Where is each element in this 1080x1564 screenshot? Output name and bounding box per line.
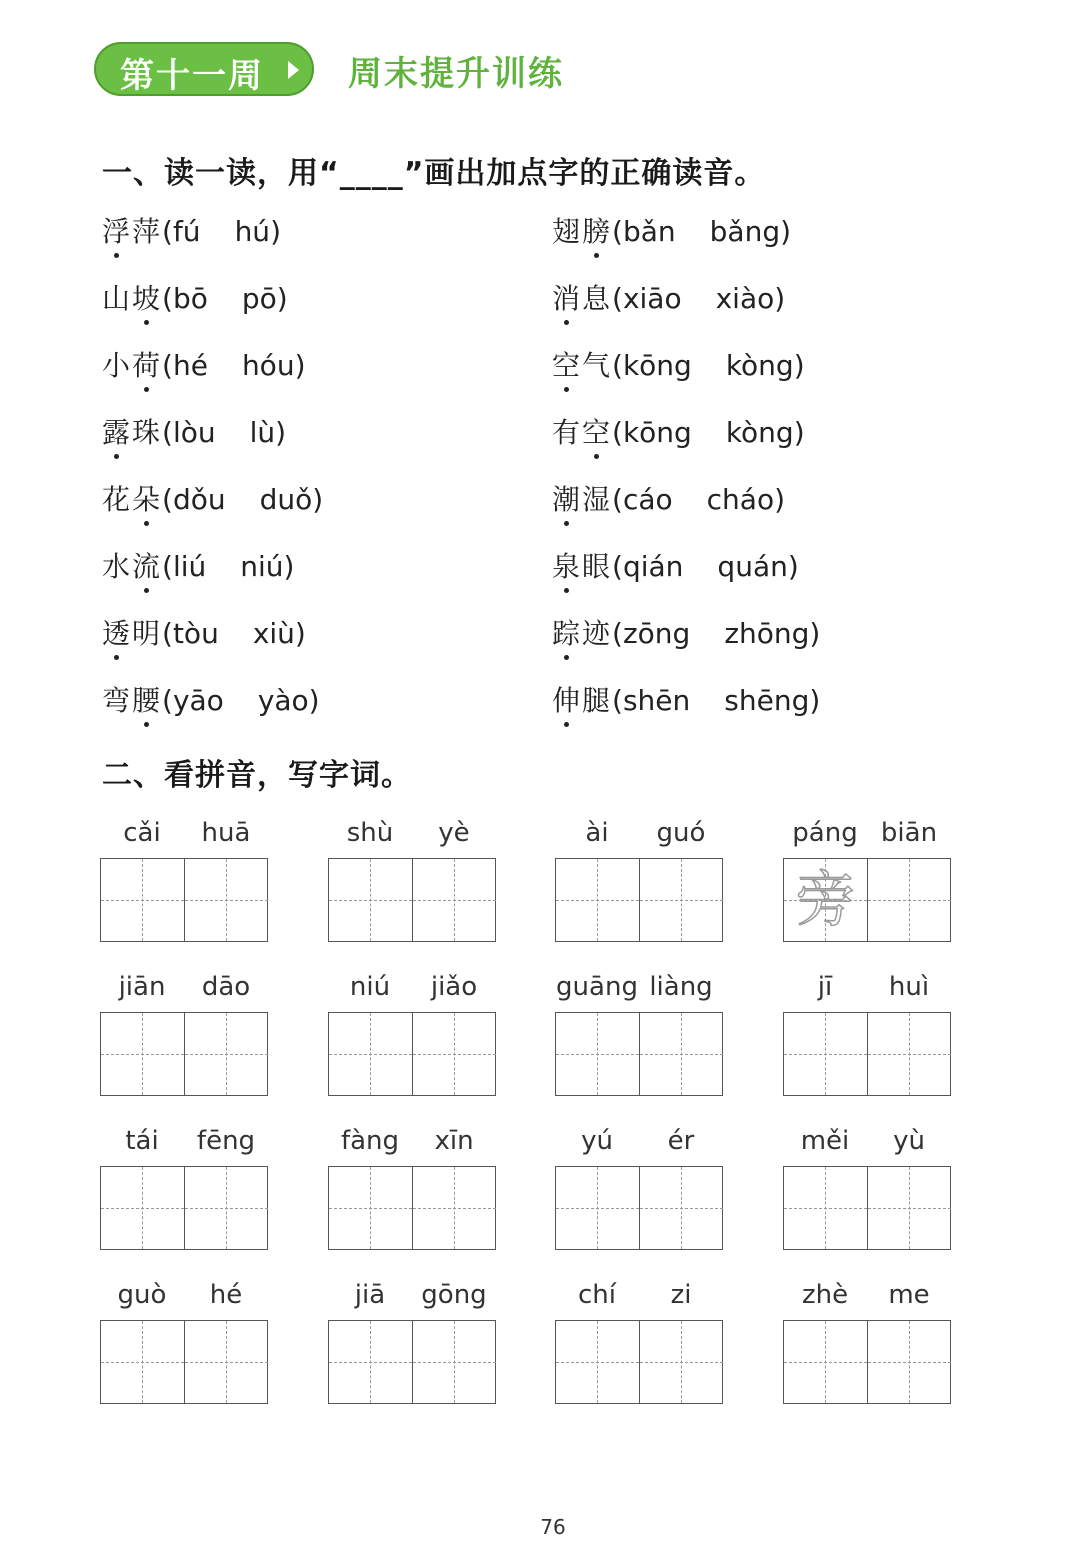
pronunciation-item: [552, 612, 820, 679]
pinyin-syllable: cǎi: [123, 818, 161, 848]
pinyin-row: [100, 1280, 268, 1316]
guide-line-horizontal: [329, 1362, 412, 1363]
pronunciation-item: [552, 344, 820, 411]
pinyin-option[interactable]: xiāo: [622, 282, 682, 315]
pinyin-syllable: chí: [578, 1280, 616, 1310]
paren-close: ): [774, 282, 786, 315]
pinyin-row: [328, 818, 496, 854]
paren-open: (: [162, 684, 173, 717]
pronunciation-item: [102, 210, 323, 277]
pinyin-option[interactable]: hú: [234, 215, 271, 248]
pinyin-syllable: ér: [667, 1126, 695, 1156]
character-box[interactable]: [412, 859, 495, 941]
character-box[interactable]: [329, 1013, 412, 1095]
pinyin-option[interactable]: yào: [257, 684, 309, 717]
character-box[interactable]: [101, 859, 184, 941]
pinyin-syllable: huì: [888, 972, 930, 1002]
paren-open: (: [162, 483, 173, 516]
pinyin-option[interactable]: kōng: [622, 416, 692, 449]
guide-line-horizontal: [101, 900, 184, 901]
pronunciation-item: [102, 545, 323, 612]
guide-line-horizontal: [640, 1208, 723, 1209]
emphasis-dot-icon: [564, 320, 569, 325]
paren-close: ): [275, 416, 287, 449]
character-box[interactable]: [867, 1013, 950, 1095]
tianzige-grid: [100, 1320, 268, 1404]
paren-close: ): [308, 684, 320, 717]
character-box[interactable]: [556, 859, 639, 941]
pinyin-syllable: huā: [201, 818, 251, 848]
paren-open: (: [612, 215, 623, 248]
pinyin-syllable: niú: [349, 972, 391, 1002]
section1-title: 一、读一读，用“____”画出加点字的正确读音。: [102, 156, 766, 191]
guide-line-horizontal: [868, 1362, 951, 1363]
pinyin-syllable: fàng: [340, 1126, 400, 1156]
paren-open: (: [612, 282, 623, 315]
guide-line-horizontal: [556, 1054, 639, 1055]
pinyin-syllable: jī: [817, 972, 833, 1002]
emphasis-dot-icon: [564, 722, 569, 727]
emphasis-dot-icon: [144, 521, 149, 526]
pinyin-row: [555, 1280, 723, 1316]
character-box[interactable]: [867, 1321, 950, 1403]
pinyin-option[interactable]: cáo: [622, 483, 673, 516]
pinyin-option[interactable]: cháo: [706, 483, 775, 516]
pinyin-row: [783, 1126, 951, 1162]
emphasis-dot-icon: [564, 655, 569, 660]
pinyin-syllable: jiān: [118, 972, 166, 1002]
word: 浮萍: [102, 215, 163, 248]
pinyin-option[interactable]: bǎng: [709, 215, 781, 248]
pinyin-option[interactable]: lù: [249, 416, 276, 449]
paren-close: ): [780, 215, 792, 248]
pinyin-option[interactable]: bō: [172, 282, 208, 315]
character-box[interactable]: [556, 1013, 639, 1095]
character-box[interactable]: [784, 859, 867, 941]
character-box[interactable]: [784, 1013, 867, 1095]
page-number: 76: [540, 1515, 566, 1539]
pinyin-syllable: guāng: [556, 972, 638, 1002]
paren-open: (: [612, 349, 623, 382]
emphasis-dot-icon: [564, 521, 569, 526]
paren-open: (: [162, 617, 173, 650]
paren-open: (: [162, 215, 173, 248]
pinyin-option[interactable]: pō: [241, 282, 277, 315]
guide-line-horizontal: [640, 1054, 723, 1055]
character-box[interactable]: [639, 1013, 722, 1095]
emphasis-dot-icon: [144, 722, 149, 727]
character-box[interactable]: [556, 1321, 639, 1403]
pinyin-option[interactable]: kòng: [725, 349, 794, 382]
guide-line-horizontal: [556, 1362, 639, 1363]
guide-line-horizontal: [101, 1362, 184, 1363]
pinyin-option[interactable]: shēng: [724, 684, 810, 717]
pinyin-syllable: fēng: [196, 1126, 256, 1156]
paren-close: ): [294, 617, 306, 650]
paren-close: ): [312, 483, 324, 516]
pronunciation-item: [102, 612, 323, 679]
guide-line-horizontal: [185, 1362, 268, 1363]
paren-close: ): [774, 483, 786, 516]
guide-line-horizontal: [556, 1208, 639, 1209]
pinyin-syllable: biān: [880, 818, 938, 848]
pinyin-row: [100, 1126, 268, 1162]
pinyin-syllable: guò: [117, 1280, 167, 1310]
emphasis-dot-icon: [564, 588, 569, 593]
pinyin-option[interactable]: qián: [622, 550, 684, 583]
character-box[interactable]: [329, 1321, 412, 1403]
paren-open: (: [162, 550, 173, 583]
guide-line-horizontal: [185, 900, 268, 901]
pinyin-syllable: zhè: [801, 1280, 849, 1310]
pinyin-row: [328, 972, 496, 1008]
pinyin-row: [100, 972, 268, 1008]
character-box[interactable]: [784, 1167, 867, 1249]
tianzige-grid: [100, 858, 268, 942]
paren-close: ): [809, 684, 821, 717]
character-box[interactable]: [784, 1321, 867, 1403]
pinyin-syllable: dāo: [201, 972, 251, 1002]
pinyin-syllable: zi: [670, 1280, 692, 1310]
pinyin-option[interactable]: kòng: [725, 416, 794, 449]
tianzige-grid: [783, 1012, 951, 1096]
word: 花朵: [102, 483, 163, 516]
pinyin-syllable: shù: [346, 818, 394, 848]
pronunciation-item: [102, 478, 323, 545]
character-box[interactable]: [184, 859, 267, 941]
tianzige-grid: [783, 1166, 951, 1250]
pinyin-option[interactable]: liú: [172, 550, 207, 583]
word: 弯腰: [102, 684, 163, 717]
pinyin-syllable: yú: [581, 1126, 613, 1156]
character-box[interactable]: [867, 1167, 950, 1249]
example-character: 旁: [795, 865, 856, 935]
paren-open: (: [612, 416, 623, 449]
pronunciation-item: [552, 277, 820, 344]
pronunciation-item: [552, 478, 820, 545]
guide-line-horizontal: [784, 1054, 867, 1055]
pinyin-syllable: yè: [438, 818, 470, 848]
tianzige-grid: [100, 1012, 268, 1096]
guide-line-horizontal: [185, 1208, 268, 1209]
character-box[interactable]: [412, 1013, 495, 1095]
paren-open: (: [162, 349, 173, 382]
pronunciation-item: [102, 344, 323, 411]
pinyin-option[interactable]: fú: [172, 215, 201, 248]
word: 水流: [102, 550, 163, 583]
page-title: 周末提升训练: [348, 54, 564, 94]
pinyin-row: [555, 972, 723, 1008]
pinyin-row: [328, 1280, 496, 1316]
guide-line-horizontal: [101, 1208, 184, 1209]
character-box[interactable]: [556, 1167, 639, 1249]
pinyin-option[interactable]: dǒu: [172, 483, 226, 516]
pinyin-option[interactable]: kōng: [622, 349, 692, 382]
character-box[interactable]: [101, 1321, 184, 1403]
week-badge: [94, 42, 314, 96]
guide-line-horizontal: [329, 1208, 412, 1209]
pinyin-row: [783, 972, 951, 1008]
paren-open: (: [162, 282, 173, 315]
guide-line-horizontal: [413, 1054, 496, 1055]
guide-line-horizontal: [640, 900, 723, 901]
paren-open: (: [612, 550, 623, 583]
word: 踪迹: [552, 617, 613, 650]
word: 小荷: [102, 349, 163, 382]
pinyin-option[interactable]: xiù: [252, 617, 295, 650]
paren-close: ): [793, 416, 805, 449]
pinyin-option[interactable]: yāo: [172, 684, 224, 717]
word: 山坡: [102, 282, 163, 315]
paren-open: (: [612, 684, 623, 717]
paren-open: (: [162, 416, 173, 449]
pinyin-row: [100, 818, 268, 854]
word: 有空: [552, 416, 613, 449]
guide-line-horizontal: [413, 1362, 496, 1363]
pinyin-option[interactable]: tòu: [172, 617, 219, 650]
pronunciation-item: [552, 210, 820, 277]
guide-line-horizontal: [556, 900, 639, 901]
pinyin-syllable: tái: [125, 1126, 159, 1156]
pronunciation-item: [102, 277, 323, 344]
week-label: 第十一周: [120, 56, 264, 96]
word: 消息: [552, 282, 613, 315]
character-box[interactable]: [412, 1167, 495, 1249]
guide-line-horizontal: [329, 1054, 412, 1055]
pinyin-row: [783, 818, 951, 854]
paren-close: ): [793, 349, 805, 382]
character-box[interactable]: [101, 1013, 184, 1095]
guide-line-horizontal: [784, 1208, 867, 1209]
character-box[interactable]: [184, 1321, 267, 1403]
character-box[interactable]: [639, 1167, 722, 1249]
character-box[interactable]: [329, 1167, 412, 1249]
pronunciation-item: [552, 545, 820, 612]
guide-line-horizontal: [868, 1054, 951, 1055]
paren-close: ): [276, 282, 288, 315]
guide-line-horizontal: [868, 900, 951, 901]
paren-close: ): [809, 617, 821, 650]
pinyin-option[interactable]: bǎn: [622, 215, 676, 248]
pinyin-option[interactable]: zōng: [622, 617, 691, 650]
guide-line-horizontal: [329, 900, 412, 901]
word: 泉眼: [552, 550, 613, 583]
pinyin-row: [783, 1280, 951, 1316]
arrow-right-icon: [288, 61, 299, 79]
emphasis-dot-icon: [594, 253, 599, 258]
guide-line-horizontal: [784, 1362, 867, 1363]
pinyin-option[interactable]: quán: [717, 550, 788, 583]
paren-open: (: [612, 483, 623, 516]
word: 潮湿: [552, 483, 613, 516]
pinyin-option[interactable]: lòu: [172, 416, 216, 449]
paren-close: ): [294, 349, 306, 382]
pronunciation-item: [552, 679, 820, 746]
pinyin-row: [555, 1126, 723, 1162]
character-box[interactable]: [329, 859, 412, 941]
pinyin-option[interactable]: hé: [172, 349, 208, 382]
paren-close: ): [270, 215, 281, 248]
tianzige-grid: [328, 1320, 496, 1404]
tianzige-grid: [555, 858, 723, 942]
tianzige-grid: [328, 858, 496, 942]
pinyin-syllable: xīn: [434, 1126, 474, 1156]
pinyin-syllable: jiā: [354, 1280, 386, 1310]
word: 露珠: [102, 416, 163, 449]
character-box[interactable]: [639, 859, 722, 941]
character-box[interactable]: [412, 1321, 495, 1403]
pronunciation-item: [102, 679, 323, 746]
guide-line-horizontal: [185, 1054, 268, 1055]
pinyin-syllable: yù: [893, 1126, 925, 1156]
paren-close: ): [283, 550, 295, 583]
pinyin-syllable: gōng: [421, 1280, 487, 1310]
tianzige-grid: [783, 858, 951, 942]
character-box[interactable]: [184, 1167, 267, 1249]
pinyin-option[interactable]: xiào: [715, 282, 775, 315]
word: 透明: [102, 617, 163, 650]
guide-line-horizontal: [413, 900, 496, 901]
word: 翅膀: [552, 215, 613, 248]
pinyin-syllable: páng: [792, 818, 858, 848]
character-box[interactable]: [867, 859, 950, 941]
emphasis-dot-icon: [594, 454, 599, 459]
pinyin-syllable: liàng: [649, 972, 713, 1002]
emphasis-dot-icon: [144, 588, 149, 593]
pronunciation-item: [552, 411, 820, 478]
pinyin-syllable: me: [888, 1280, 930, 1310]
tianzige-grid: [555, 1166, 723, 1250]
emphasis-dot-icon: [564, 387, 569, 392]
tianzige-grid: [100, 1166, 268, 1250]
character-box[interactable]: [184, 1013, 267, 1095]
emphasis-dot-icon: [144, 387, 149, 392]
section2-title: 二、看拼音，写字词。: [102, 758, 412, 793]
emphasis-dot-icon: [114, 655, 119, 660]
emphasis-dot-icon: [114, 454, 119, 459]
pinyin-syllable: měi: [800, 1126, 850, 1156]
emphasis-dot-icon: [114, 253, 119, 258]
pinyin-option[interactable]: niú: [240, 550, 284, 583]
character-box[interactable]: [639, 1321, 722, 1403]
tianzige-grid: [328, 1166, 496, 1250]
pinyin-option[interactable]: shēn: [622, 684, 691, 717]
pinyin-syllable: hé: [209, 1280, 243, 1310]
tianzige-grid: [555, 1320, 723, 1404]
pronunciation-list-right: [552, 210, 820, 746]
pinyin-syllable: jiǎo: [430, 972, 478, 1002]
pinyin-row: [328, 1126, 496, 1162]
guide-line-horizontal: [413, 1208, 496, 1209]
tianzige-grid: [328, 1012, 496, 1096]
pinyin-option[interactable]: zhōng: [724, 617, 810, 650]
guide-line-horizontal: [640, 1362, 723, 1363]
pronunciation-list-left: [102, 210, 323, 746]
emphasis-dot-icon: [144, 320, 149, 325]
pronunciation-item: [102, 411, 323, 478]
guide-line-horizontal: [101, 1054, 184, 1055]
paren-open: (: [612, 617, 623, 650]
guide-line-horizontal: [868, 1208, 951, 1209]
pinyin-syllable: guó: [656, 818, 706, 848]
character-box[interactable]: [101, 1167, 184, 1249]
pinyin-option[interactable]: duǒ: [259, 483, 313, 516]
pinyin-row: [555, 818, 723, 854]
pinyin-syllable: ài: [585, 818, 609, 848]
tianzige-grid: [555, 1012, 723, 1096]
tianzige-grid: [783, 1320, 951, 1404]
pinyin-option[interactable]: hóu: [241, 349, 295, 382]
paren-close: ): [787, 550, 799, 583]
word: 伸腿: [552, 684, 613, 717]
word: 空气: [552, 349, 613, 382]
